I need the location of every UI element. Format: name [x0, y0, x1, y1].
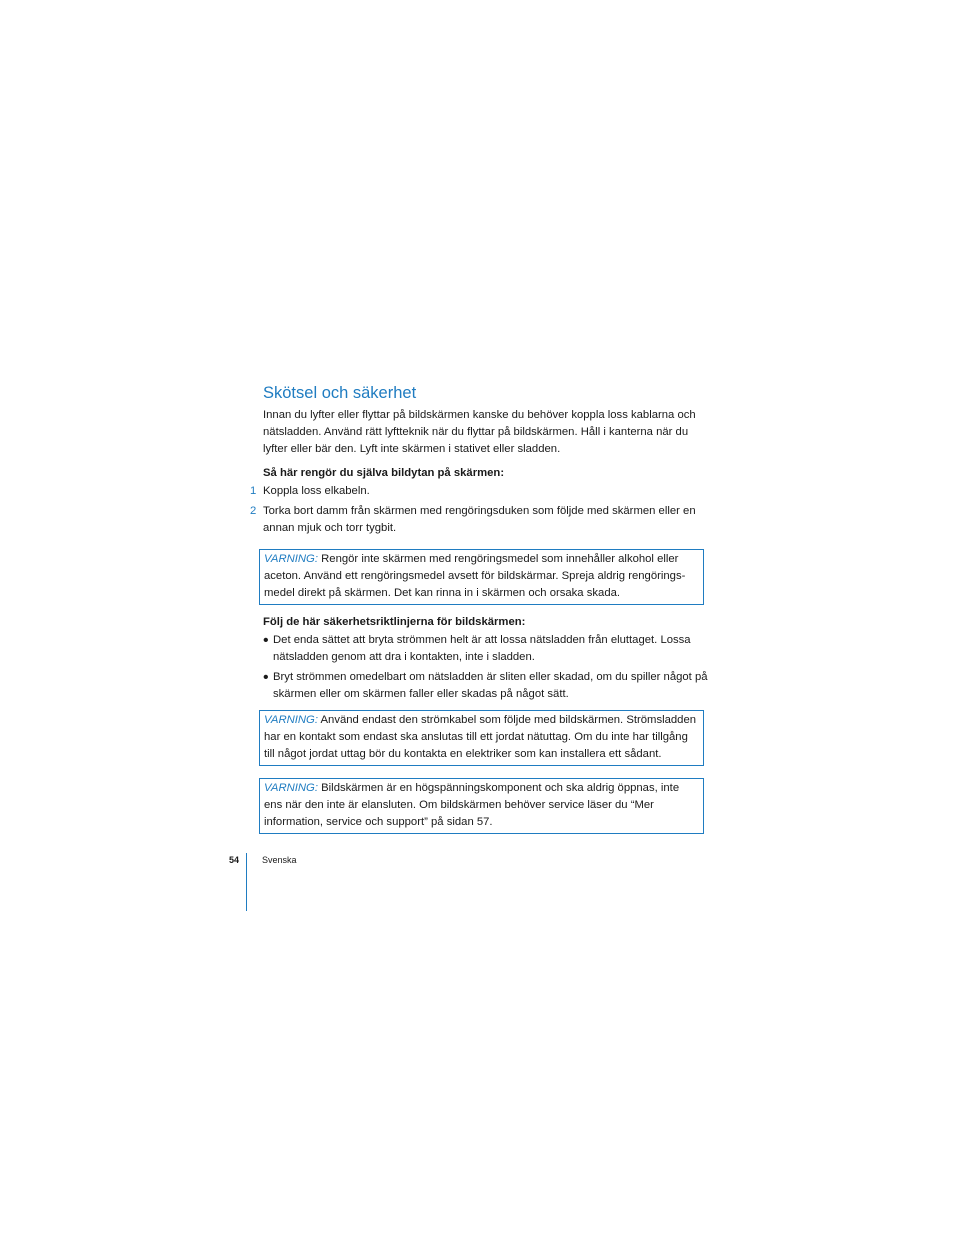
step-item	[250, 503, 708, 537]
bullet-text: Det enda sättet att bryta strömmen helt är att lossa nätsladden från eluttaget. Lossa nätsladden genom att dra i kontakten, inte i sladden.	[273, 634, 691, 663]
page-content	[250, 383, 708, 834]
intro-paragraph: Innan du lyfter eller flyttar på bildskärmen kanske du behöver koppla loss kablarna och nätsladden. Använd rätt lyftteknik när du flyttar på bildskärmen. Håll i kanterna när du lyfter eller bär den. Lyft inte skärmen i stativet eller sladden.	[263, 409, 696, 455]
bullet-symbol: •	[263, 669, 269, 686]
page-number: 54	[229, 855, 240, 865]
step-text: Koppla loss elkabeln.	[263, 485, 370, 497]
footer-divider	[246, 853, 247, 911]
warning-text: Rengör inte skärmen med rengöringsmedel som innehåller alkohol eller aceton. Använd ett rengöringsmedel avsett för bildskärmar. Spreja aldrig rengörings-medel direkt på skärmen. Det kan rinna in i skärmen och orsaka skada.	[264, 553, 686, 599]
safety-heading: Följ de här säkerhetsriktlinjerna för bildskärmen:	[263, 616, 526, 628]
warning-text: Bildskärmen är en högspänningskomponent och ska aldrig öppnas, inte ens när den inte är elansluten. Om bildskärmen behöver service läser du “Mer information, service och support” på sidan 57.	[264, 782, 680, 828]
warning-box	[259, 778, 704, 834]
warning-label: VARNING:	[264, 553, 318, 565]
section-title: Skötsel och säkerhet	[263, 384, 417, 402]
bullet-item	[263, 632, 708, 666]
bullet-text: Bryt strömmen omedelbart om nätsladden är sliten eller skadad, om du spiller något på skärmen eller om skärmen faller eller skadas på något sätt.	[273, 671, 708, 700]
warning-label: VARNING:	[264, 782, 318, 794]
footer-language: Svenska	[262, 855, 297, 865]
bullet-item	[263, 669, 708, 703]
step-number: 1	[250, 485, 257, 497]
cleaning-heading: Så här rengör du själva bildytan på skärmen:	[263, 467, 505, 479]
step-number: 2	[250, 505, 257, 517]
step-item	[250, 483, 708, 500]
warning-label: VARNING:	[264, 714, 318, 726]
warning-box	[259, 710, 704, 766]
step-text: Torka bort damm från skärmen med rengöringsduken som följde med skärmen eller en annan mjuk och torr tygbit.	[263, 505, 696, 534]
warning-box	[259, 549, 704, 605]
warning-text: Använd endast den strömkabel som följde med bildskärmen. Strömsladden har en kontakt som endast ska anslutas till ett jordat nätuttag. Om du inte har tillgång till något jordat uttag bör du kontakta en elektriker som kan installera ett sådant.	[264, 714, 697, 760]
bullet-symbol: •	[263, 632, 269, 649]
